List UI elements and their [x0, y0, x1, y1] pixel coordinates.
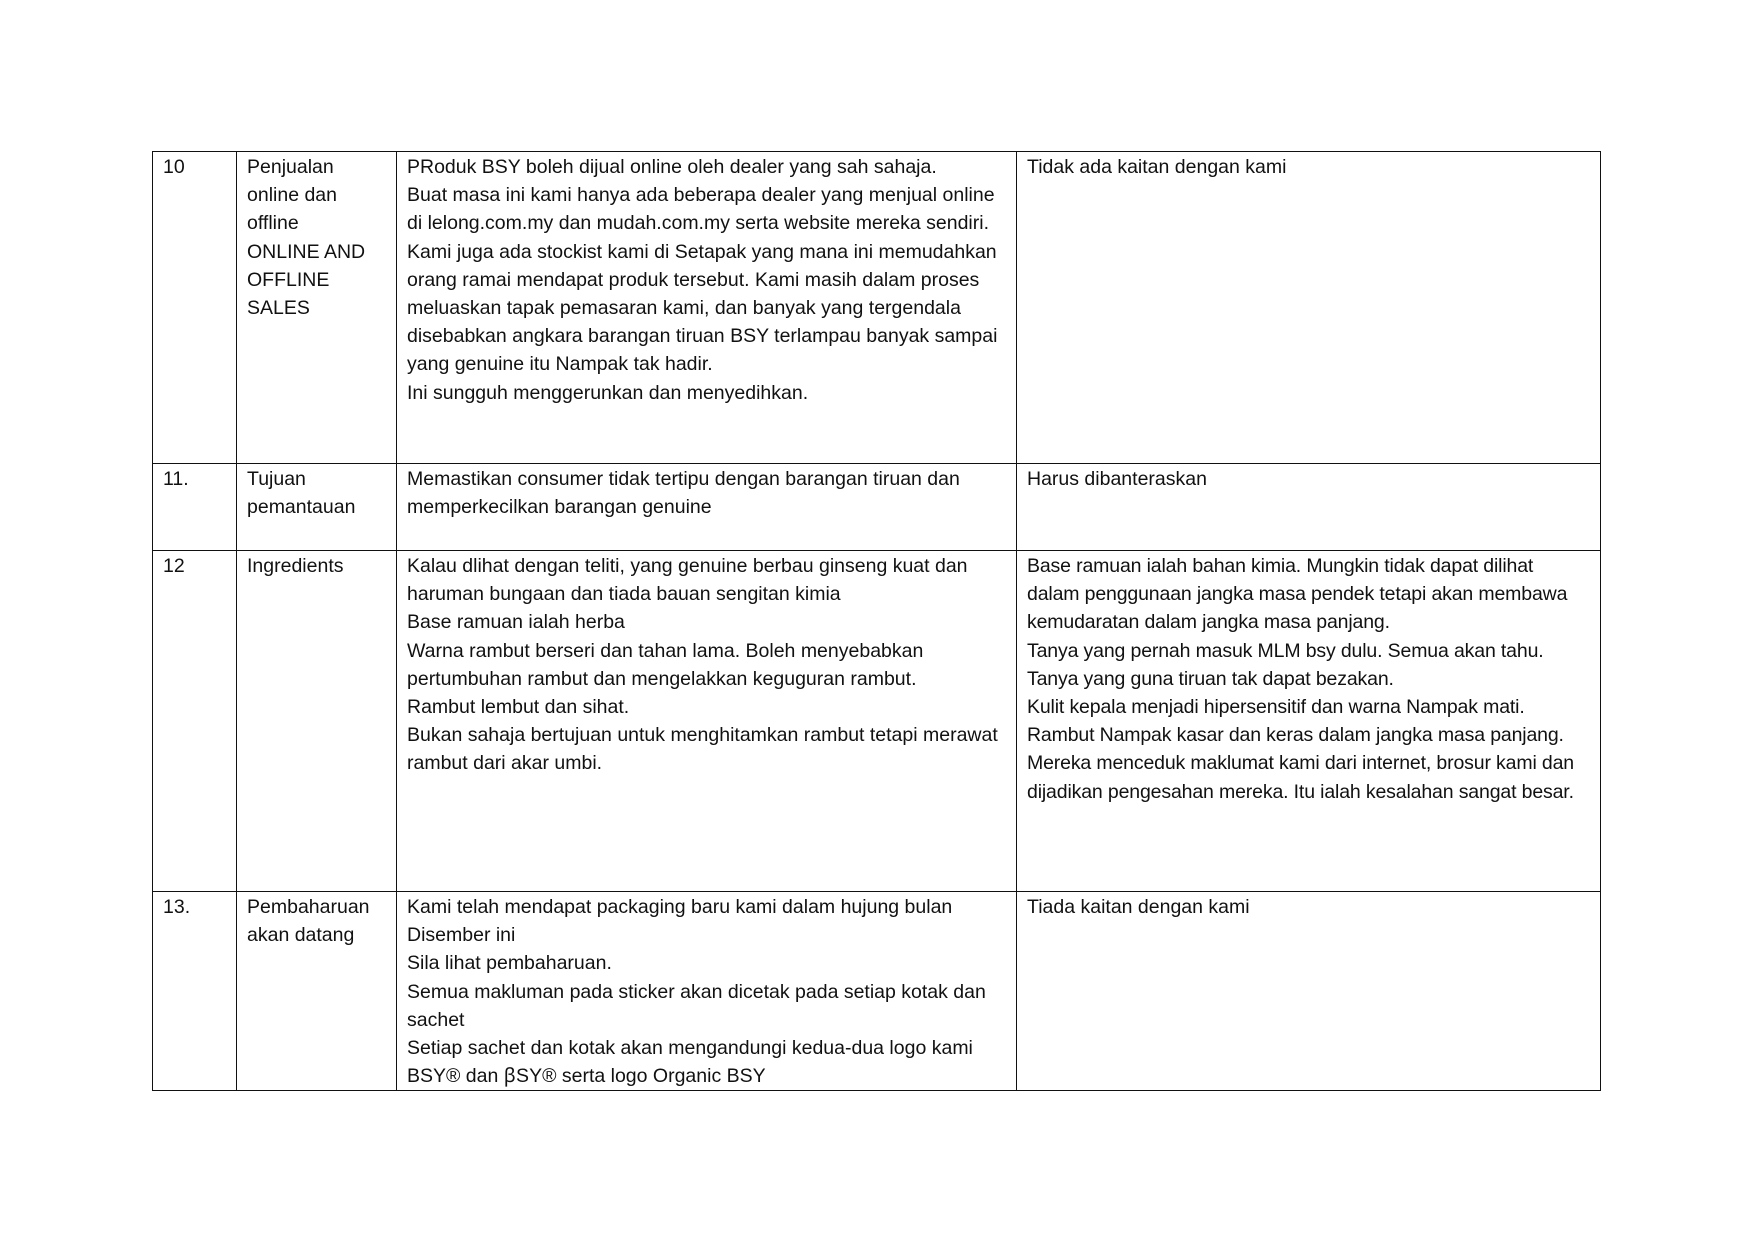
- counterfeit-paragraph: Base ramuan ialah bahan kimia. Mungkin tidak dapat dilihat dalam penggunaan jangka masa pendek tetapi akan membawa kemudaratan dalam jangka masa panjang.: [1027, 555, 1568, 634]
- row-number: 10: [163, 156, 185, 178]
- row-number-cell: [153, 551, 237, 892]
- genuine-paragraph: Kami telah mendapat packaging baru kami dalam hujung bulan Disember ini: [407, 896, 953, 947]
- item-line: OFFLINE: [247, 268, 330, 291]
- row-number-cell: [153, 464, 237, 551]
- item-line: Tujuan: [247, 468, 306, 490]
- genuine-description-cell: [397, 892, 1017, 1091]
- comparison-table: [152, 151, 1601, 1091]
- item-line: Pembaharuan: [247, 896, 370, 918]
- item-cell: [237, 551, 397, 892]
- table-row: [153, 464, 1601, 551]
- genuine-paragraph: Memastikan consumer tidak tertipu dengan barangan tiruan dan memperkecilkan barangan genuine: [407, 468, 960, 519]
- genuine-description-cell: [397, 152, 1017, 464]
- row-number-cell: [153, 892, 237, 1091]
- item-cell: [237, 892, 397, 1091]
- item-line: ONLINE AND: [247, 240, 366, 263]
- genuine-paragraph: Sila lihat pembaharuan.: [407, 952, 612, 975]
- genuine-paragraph: Warna rambut berseri dan tahan lama. Boleh menyebabkan pertumbuhan rambut dan mengelakkan keguguran rambut.: [407, 639, 924, 690]
- genuine-paragraph: Buat masa ini kami hanya ada beberapa dealer yang menjual online di lelong.com.my dan mudah.com.my serta website mereka sendiri.: [407, 184, 995, 235]
- counterfeit-paragraph: Harus dibanteraskan: [1027, 468, 1207, 490]
- counterfeit-description-cell: [1017, 152, 1601, 464]
- item-cell: [237, 464, 397, 551]
- counterfeit-description-cell: [1017, 551, 1601, 892]
- genuine-paragraph: Bukan sahaja bertujuan untuk menghitamkan rambut tetapi merawat rambut dari akar umbi.: [407, 724, 998, 775]
- genuine-paragraph: Kami juga ada stockist kami di Setapak yang mana ini memudahkan orang ramai mendapat produk tersebut. Kami masih dalam proses meluaskan tapak pemasaran kami, dan banyak yang tergendala disebabkan angkara barangan tiruan BSY terlampau banyak sampai yang genuine itu Nampak tak hadir.: [407, 240, 998, 376]
- table-row: [153, 152, 1601, 464]
- table-row: [153, 551, 1601, 892]
- table-row: [153, 892, 1601, 1091]
- item-line: Ingredients: [247, 555, 344, 577]
- counterfeit-paragraph: Tidak ada kaitan dengan kami: [1027, 156, 1287, 178]
- item-cell: [237, 152, 397, 464]
- row-number: 13.: [163, 896, 191, 918]
- counterfeit-description-cell: [1017, 464, 1601, 551]
- genuine-paragraph: Semua makluman pada sticker akan dicetak pada setiap kotak dan sachet: [407, 980, 986, 1031]
- item-line: offline: [247, 212, 299, 235]
- genuine-paragraph: Base ramuan ialah herba: [407, 611, 625, 634]
- item-line: Penjualan: [247, 156, 334, 178]
- genuine-paragraph: Kalau dlihat dengan teliti, yang genuine berbau ginseng kuat dan haruman bungaan dan tiada bauan sengitan kimia: [407, 555, 968, 606]
- item-line: online dan: [247, 184, 337, 207]
- counterfeit-paragraph: Rambut Nampak kasar dan keras dalam jangka masa panjang.: [1027, 724, 1564, 747]
- counterfeit-description-cell: [1017, 892, 1601, 1091]
- item-line: SALES: [247, 297, 310, 320]
- genuine-description-cell: [397, 551, 1017, 892]
- genuine-paragraph: Ini sungguh menggerunkan dan menyedihkan.: [407, 381, 809, 404]
- row-number: 11.: [163, 468, 189, 490]
- counterfeit-paragraph: Mereka menceduk maklumat kami dari internet, brosur kami dan dijadikan pengesahan mereka. Itu ialah kesalahan sangat besar.: [1027, 752, 1574, 803]
- genuine-paragraph: PRoduk BSY boleh dijual online oleh dealer yang sah sahaja.: [407, 156, 937, 178]
- row-number-cell: [153, 152, 237, 464]
- item-line: pemantauan: [247, 496, 356, 519]
- genuine-paragraph: Rambut lembut dan sihat.: [407, 696, 630, 719]
- item-line: akan datang: [247, 924, 355, 947]
- counterfeit-paragraph: Kulit kepala menjadi hipersensitif dan warna Nampak mati.: [1027, 696, 1525, 719]
- genuine-description-cell: [397, 464, 1017, 551]
- counterfeit-paragraph: Tanya yang pernah masuk MLM bsy dulu. Semua akan tahu. Tanya yang guna tiruan tak dapat bezakan.: [1027, 639, 1544, 690]
- row-number: 12: [163, 555, 185, 577]
- genuine-paragraph: Setiap sachet dan kotak akan mengandungi kedua-dua logo kami BSY® dan ꞵSY® serta logo Organic BSY: [407, 1037, 973, 1088]
- counterfeit-paragraph: Tiada kaitan dengan kami: [1027, 896, 1250, 918]
